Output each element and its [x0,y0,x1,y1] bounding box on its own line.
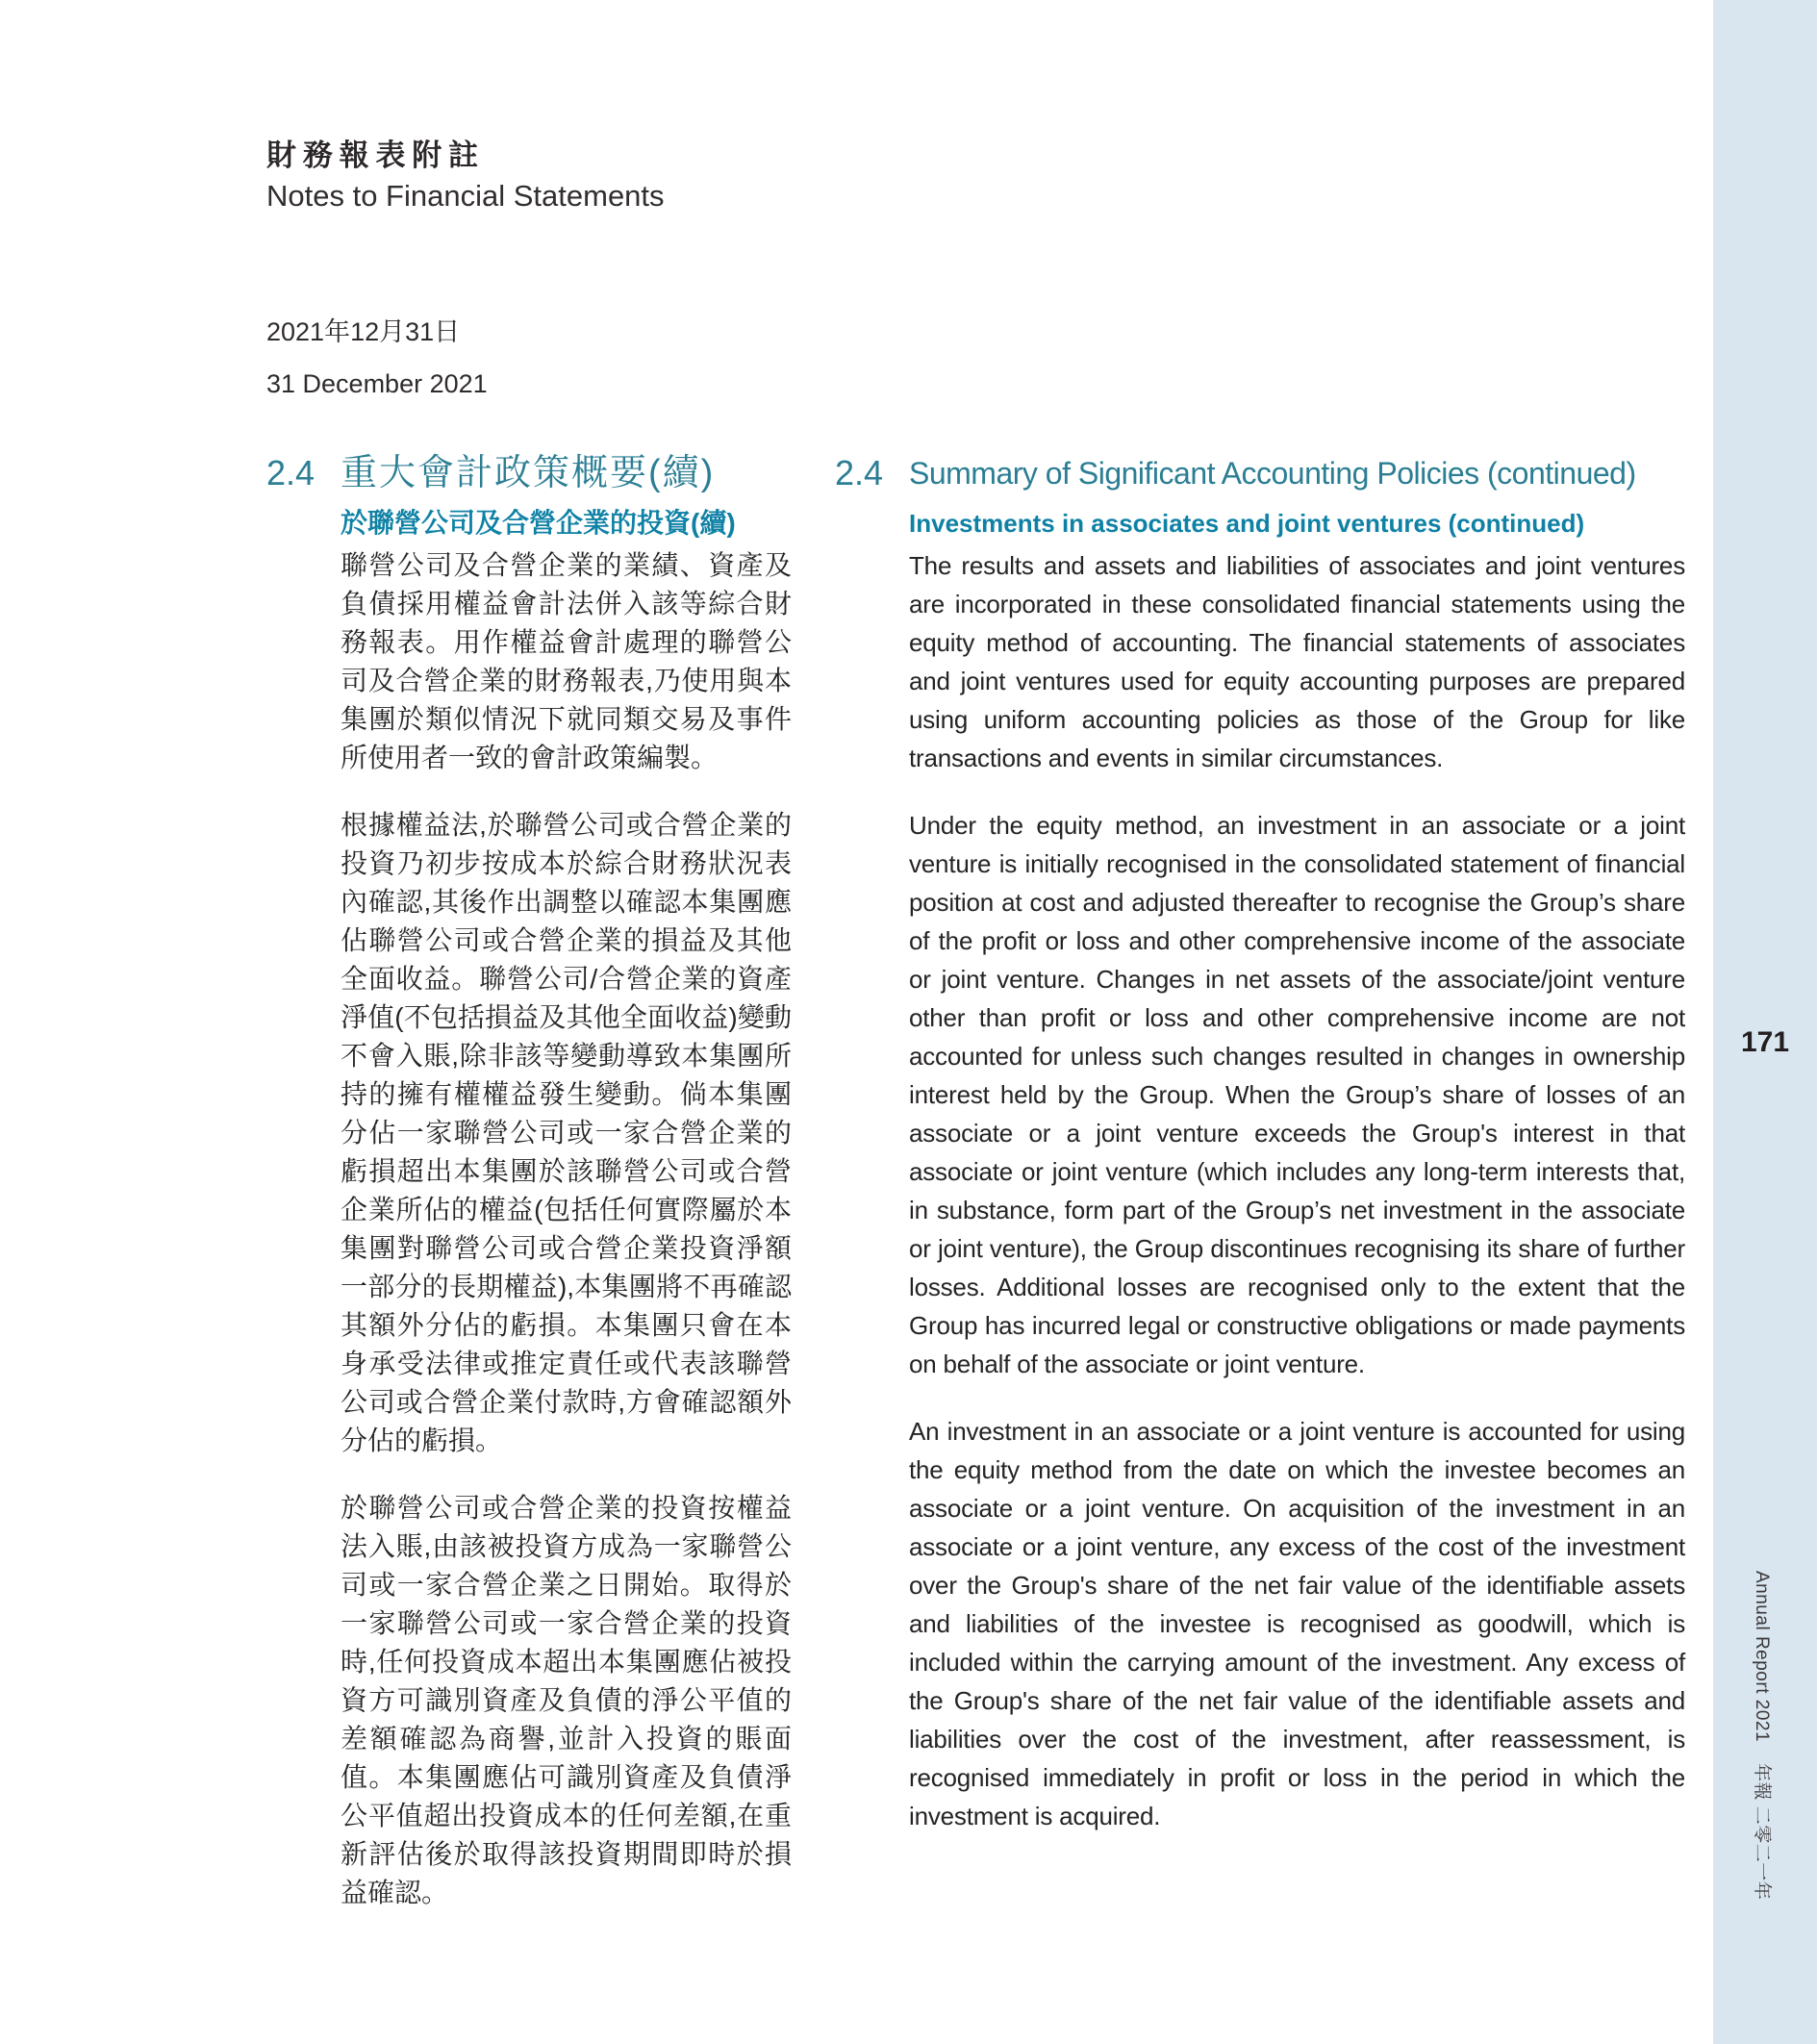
header-title-english: Notes to Financial Statements [266,179,665,213]
sidebar-vertical-title [1750,1571,1773,1900]
paragraph-english-3: An investment in an associate or a joint venture is accounted for using the equity method from the date on which the investee becomes an associate or a joint venture. On acquisition of the investment in an associate or a joint venture, any excess of the cost of the investment over the Group's share of the net fair value of the identifiable assets and liabilities of the investee is recognised as goodwill, which is included within the carrying amount of the investment. Any excess of the Group's share of the net fair value of the identifiable assets and liabilities over the cost of the investment, after reassessment, is recognised immediately in profit or loss in the period in which the investment is acquired. [909,1417,1685,1830]
section-heading-english: Summary of Significant Accounting Policies (continued) [909,456,1636,491]
paragraph-chinese-3: 於聯營公司或合營企業的投資按權益法入賬,由該被投資方成為一家聯營公司或一家合營企業之日開始。取得於一家聯營公司或一家合營企業的投資時,任何投資成本超出本集團應佔被投資方可識別資產及負債的淨公平值的差額確認為商譽,並計入投資的賬面值。本集團應佔可識別資產及負債淨公平值超出投資成本的任何差額,在重新評估後於取得該投資期間即時於損益確認。 [341,1493,792,1907]
section-number-right: 2.4 [835,453,884,492]
paragraph-english-1: The results and assets and liabilities of associates and joint ventures are incorporated in these consolidated financial statements using the equity method of accounting. The financial statements of associates and joint ventures used for equity accounting purposes are prepared using uniform accounting policies as those of the Group for like transactions and events in similar circumstances. [909,551,1685,772]
sidebar-annual-report-english: Annual Report 2021 [1752,1571,1772,1743]
section-number-left: 2.4 [266,453,315,492]
document-header [266,135,665,215]
report-date [266,306,488,410]
chinese-column [266,450,792,1912]
sidebar-annual-report-chinese: 年報 二零二一年 [1752,1763,1772,1901]
english-column [835,450,1685,1835]
section-subheading-english: Investments in associates and joint ventures (continued) [909,509,1585,538]
report-date-chinese: 2021年12月31日 [266,317,461,346]
paragraph-chinese-2: 根據權益法,於聯營公司或合營企業的投資乃初步按成本於綜合財務狀況表內確認,其後作出調整以確認本集團應佔聯營公司或合營企業的損益及其他全面收益。聯營公司/合營企業的資產淨值(不包括損益及其他全面收益)變動不會入賬,除非該等變動導致本集團所持的擁有權權益發生變動。倘本集團分佔一家聯營公司或一家合營企業的虧損超出本集團於該聯營公司或合營企業所佔的權益(包括任何實際屬於本集團對聯營公司或合營企業投資淨額一部分的長期權益),本集團將不再確認其額外分佔的虧損。本集團只會在本身承受法律或推定責任或代表該聯營公司或合營企業付款時,方會確認額外分佔的虧損。 [341,810,792,1455]
paragraph-english-2: Under the equity method, an investment in an associate or a joint venture is initially recognised in the consolidated statement of financial position at cost and adjusted thereafter to recognise the Group’s share of the profit or loss and other comprehensive income of the associate or joint venture. Changes in net assets of the associate/joint venture other than profit or loss and other comprehensive income are not accounted for unless such changes resulted in changes in ownership interest held by the Group. When the Group’s share of losses of an associate or a joint venture exceeds the Group's interest in that associate or joint venture (which includes any long-term interests that, in substance, form part of the Group’s net investment in the associate or joint venture), the Group discontinues recognising its share of further losses. Additional losses are recognised only to the extent that the Group has incurred legal or constructive obligations or made payments on behalf of the associate or joint venture. [909,811,1685,1378]
header-title-chinese: 財務報表附註 [266,139,485,172]
paragraph-chinese-1: 聯營公司及合營企業的業績、資產及負債採用權益會計法併入該等綜合財務報表。用作權益會計處理的聯營公司及合營企業的財務報表,乃使用與本集團於類似情況下就同類交易及事件所使用者一致的會計政策編製。 [341,550,792,772]
section-subheading-chinese: 於聯營公司及合營企業的投資(續) [341,508,736,538]
report-date-english: 31 December 2021 [266,369,488,398]
section-heading-chinese: 重大會計政策概要(續) [341,453,716,493]
page-number: 171 [1740,1026,1790,1058]
